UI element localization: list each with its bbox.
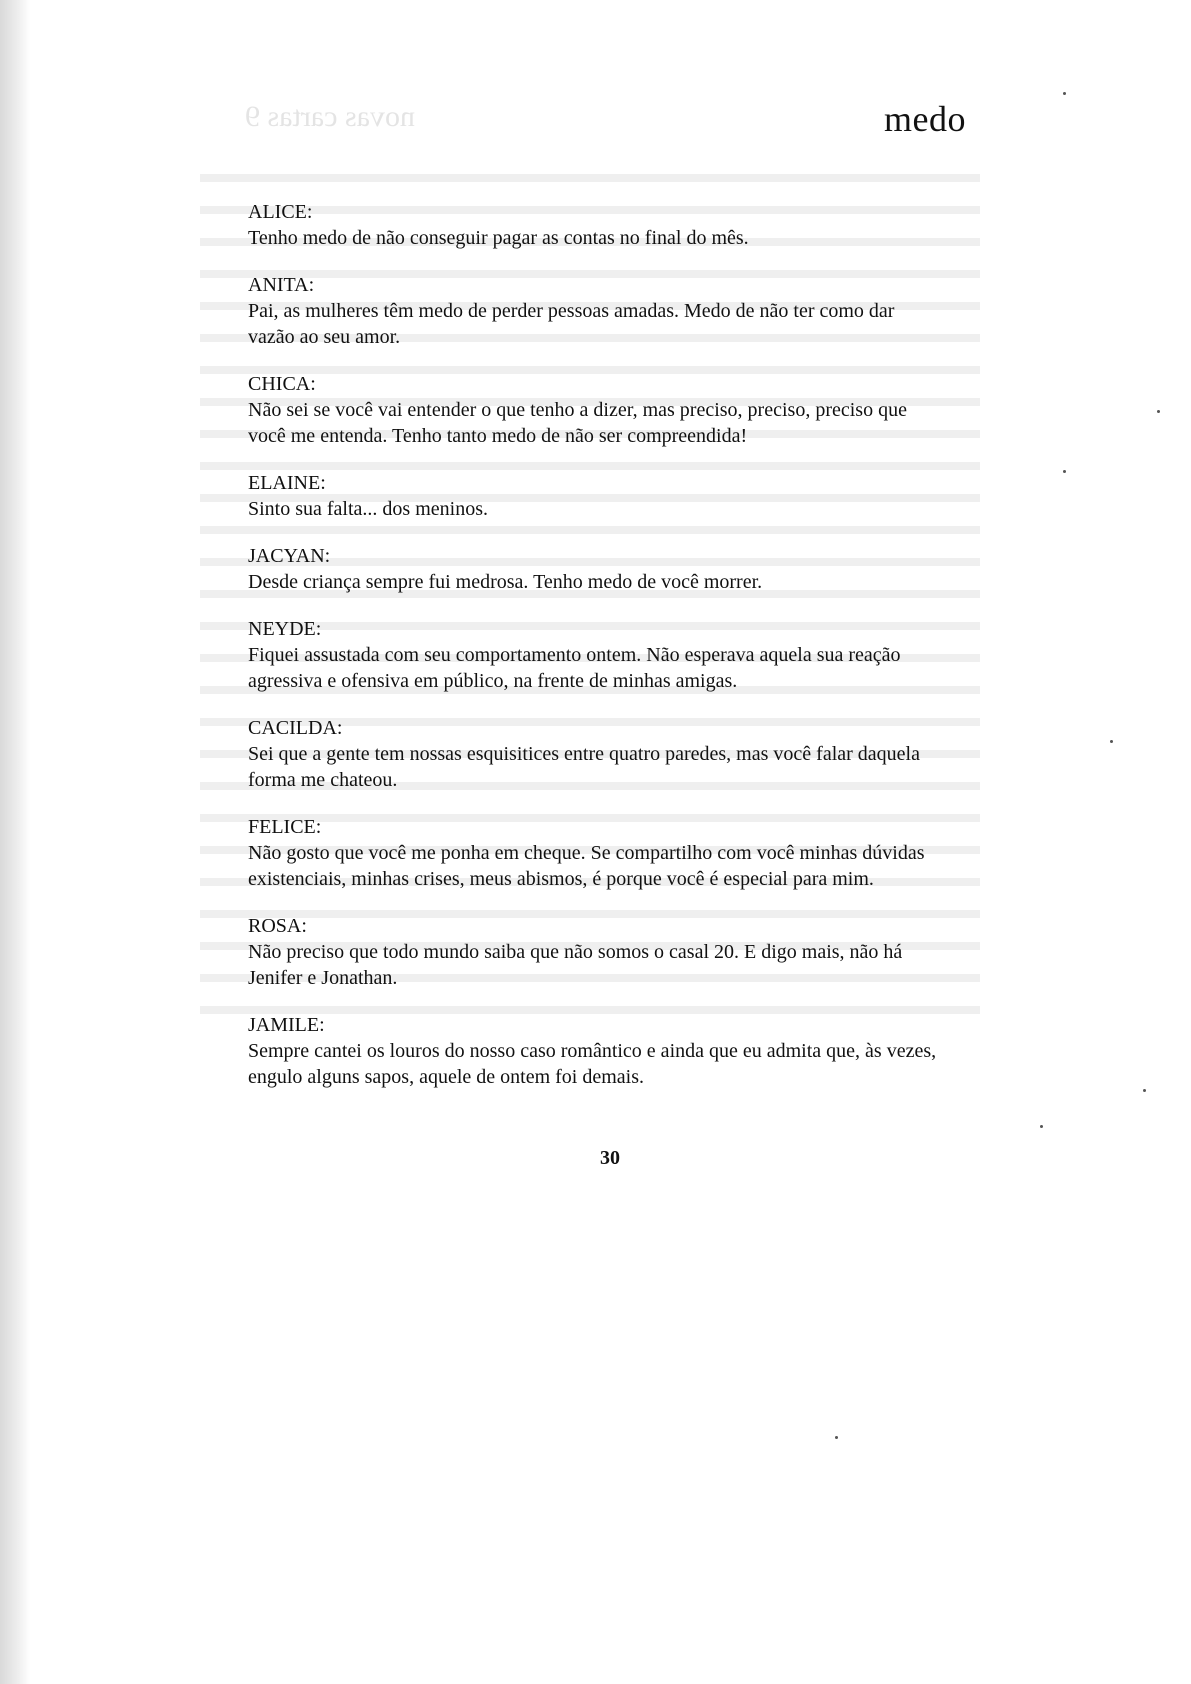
chapter-title: medo <box>884 99 966 139</box>
entry-jacyan <box>248 544 968 595</box>
speech-line: engulo alguns sapos, aquele de ontem foi demais. <box>248 1066 645 1088</box>
page-body <box>248 200 968 1112</box>
entry-alice <box>248 200 968 251</box>
scan-speck <box>1063 470 1066 473</box>
scan-speck <box>1110 740 1113 743</box>
page-number: 30 <box>600 1147 620 1169</box>
scan-edge-shadow <box>0 0 30 1684</box>
speech-line: você me entenda. Tenho tanto medo de não ser compreendida! <box>248 425 748 447</box>
entry-neyde <box>248 617 968 694</box>
scan-speck <box>1063 92 1066 95</box>
speaker-name: CACILDA: <box>248 717 343 739</box>
scan-speck <box>1157 410 1160 413</box>
entry-jamile <box>248 1013 968 1090</box>
speech-line: Não sei se você vai entender o que tenho a dizer, mas preciso, preciso, preciso que <box>248 399 907 421</box>
speech-line: Não preciso que todo mundo saiba que não somos o casal 20. E digo mais, não há <box>248 941 903 963</box>
speaker-name: ANITA: <box>248 274 315 296</box>
speech-line: vazão ao seu amor. <box>248 326 401 348</box>
speech-line: Tenho medo de não conseguir pagar as contas no final do mês. <box>248 227 749 249</box>
speech-line: Sinto sua falta... dos meninos. <box>248 498 488 520</box>
entry-anita <box>248 273 968 350</box>
speech-line: Pai, as mulheres têm medo de perder pessoas amadas. Medo de não ter como dar <box>248 300 895 322</box>
speaker-name: ELAINE: <box>248 472 326 494</box>
speaker-name: CHICA: <box>248 373 316 395</box>
speech-line: Fiquei assustada com seu comportamento ontem. Não esperava aquela sua reação <box>248 644 901 666</box>
scan-speck <box>1143 1089 1146 1092</box>
entry-cacilda <box>248 716 968 793</box>
entry-felice <box>248 815 968 892</box>
speaker-name: JAMILE: <box>248 1014 325 1036</box>
speech-line: Sei que a gente tem nossas esquisitices entre quatro paredes, mas você falar daquela <box>248 743 920 765</box>
speech-line: forma me chateou. <box>248 769 398 791</box>
speaker-name: ROSA: <box>248 915 307 937</box>
speech-line: Desde criança sempre fui medrosa. Tenho medo de você morrer. <box>248 571 763 593</box>
entry-elaine <box>248 471 968 522</box>
speaker-name: ALICE: <box>248 201 313 223</box>
speaker-name: NEYDE: <box>248 618 322 640</box>
speech-line: Jenifer e Jonathan. <box>248 967 398 989</box>
bleed-through-header: novas cartas 9 <box>245 100 415 133</box>
speech-line: existenciais, minhas crises, meus abismos, é porque você é especial para mim. <box>248 868 874 890</box>
speech-line: Não gosto que você me ponha em cheque. Se compartilho com você minhas dúvidas <box>248 842 925 864</box>
speech-line: agressiva e ofensiva em público, na frente de minhas amigas. <box>248 670 738 692</box>
entry-chica <box>248 372 968 449</box>
speech-line: Sempre cantei os louros do nosso caso romântico e ainda que eu admita que, às vezes, <box>248 1040 937 1062</box>
entry-rosa <box>248 914 968 991</box>
scan-speck <box>835 1436 838 1439</box>
speaker-name: JACYAN: <box>248 545 331 567</box>
scan-speck <box>1040 1125 1043 1128</box>
speaker-name: FELICE: <box>248 816 322 838</box>
